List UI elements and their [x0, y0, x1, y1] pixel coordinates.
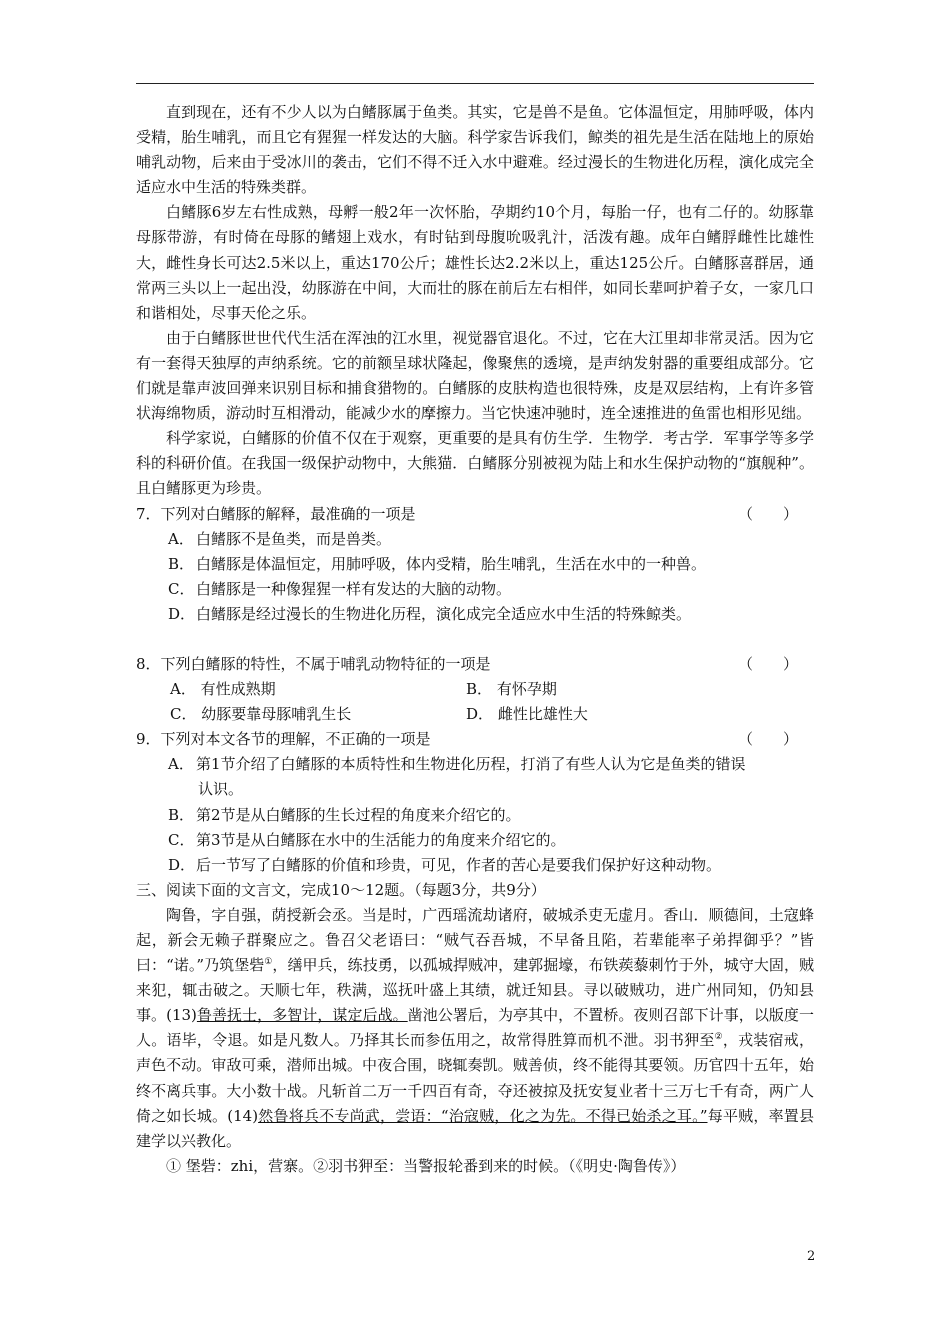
- answer-bracket: （ ）: [737, 654, 798, 673]
- option-c: C． 第3节是从白鳍豚在水中的生活能力的角度来介绍它的。: [168, 830, 566, 849]
- header-rule: [136, 83, 814, 84]
- footnote-marker-2: ②: [714, 1032, 723, 1043]
- option-d: D．后一节写了白鳍豚的价值和珍贵，可见，作者的苦心是要我们保护好这种动物。: [168, 855, 722, 874]
- passage-paragraph-3: 由于白鳍豚世世代代生活在浑浊的江水里，视觉器官退化。不过，它在大江里却非常灵活。因为它有一套得天独厚的声纳系统。它的前额呈球状隆起，像聚焦的透境，是声纳发射器的重要组成部分。它们就是靠声波回弹来识别目标和捕食猎物的。白鳍豚的皮肤构造也很特殊，皮是双层结构，上有许多管状海绵物质，游动时互相滑动，能减少水的摩擦力。当它快速冲驰时，连全速推进的鱼雷也相形见绌。: [136, 328, 814, 423]
- question-8-stem: [136, 652, 814, 677]
- question-7-text: 7．下列对白鳍豚的解释，最准确的一项是: [136, 504, 416, 523]
- question-8-text: 8．下列白鳍豚的特性，不属于哺乳动物特征的一项是: [136, 654, 491, 673]
- option-c: C． 白鳍豚是一种像猩猩一样有发达的大脑的动物。: [168, 579, 512, 598]
- passage-paragraph-1: 直到现在，还有不少人以为白鳍豚属于鱼类。其实，它是兽不是鱼。它体温恒定，用肺呼吸，体内受精，胎生哺乳，而且它有猩猩一样发达的大脑。科学家告诉我们，鲸类的祖先是生活在陆地上的原始哺乳动物，后来由于受冰川的袭击，它们不得不迁入水中避难。经过漫长的生物进化历程，演化成完全适应水中生活的特殊类群。: [136, 103, 814, 197]
- footnote-marker-1: ①: [264, 957, 273, 968]
- underlined-sentence-14: 然鲁将兵不专尚武，尝语：“治寇贼，化之为先。不得已始杀之耳。”: [258, 1106, 708, 1125]
- option-b: B． 白鳍豚是体温恒定，用肺呼吸，体内受精，胎生哺乳，生活在水中的一种兽。: [168, 554, 707, 573]
- question-9-stem: [136, 727, 814, 752]
- classical-text: 陶鲁，字自强，荫授新会丞。当是时，广西瑶流劫诸府，破城杀吏无虚月。香山．顺德间，土寇蜂起，新会无赖子群聚应之。鲁召父老语曰：“贼气吞吾城，不早备且陷，若辈能率子弟捍御乎？”皆曰：“诺。”乃筑堡砦①，缮甲兵，练技勇，以孤城捍贼冲，建郭掘壕，布铁蒺藜刺竹于外，城守大固，贼来犯，辄击破之。天顺七年，秩满，巡抚叶盛上其绩，就迁知县。寻以破贼功，进广州同知，仍知县事。(13)鲁善抚士，多智计，谋定后战。凿池公署后，为亭其中，不置桥。夜则召部下计事，以版度一人。语毕，令退。如是凡数人。乃择其长而参伍用之，故常得胜算而机不泄。羽书狎至②，戎装宿戒，声色不动。审敌可乘，潜师出城。中夜合围，晓辄奏凯。贼善侦，终不能得其要领。历官四十五年，始终不离兵事。大小数十战。凡斩首二万一千四百有奇，夺还被掠及抚安复业者十三万七千有奇，两广人倚之如长城。(14)然鲁将兵不专尚武，尝语：“治寇贼，化之为先。不得已始杀之耳。”每平贼，率置县建学以兴教化。: [136, 905, 815, 1150]
- option-b: B． 第2节是从白鳍豚的生长过程的角度来介绍它的。: [168, 805, 521, 824]
- spacer: [136, 627, 814, 652]
- underlined-sentence-13: 鲁善抚士，多智计，谋定后战。: [196, 1006, 408, 1025]
- question-9: [136, 727, 814, 878]
- page-number: 2: [807, 1249, 816, 1264]
- option-b: B． 有怀孕期: [466, 680, 557, 699]
- question-8: [136, 652, 814, 727]
- option-a: A． 白鳍豚不是鱼类，而是兽类。: [168, 529, 392, 548]
- question-9-text: 9．下列对本文各节的理解，不正确的一项是: [136, 730, 431, 749]
- answer-bracket: （ ）: [737, 504, 798, 523]
- footnotes: ① 堡砦：zhi，营寨。②羽书狎至：当警报轮番到来的时候。（《明史·陶鲁传》）: [166, 1156, 686, 1175]
- question-7: [136, 502, 814, 627]
- option-row: [136, 702, 814, 727]
- passage-paragraph-4: 科学家说，白鳍豚的价值不仅在于观察，更重要的是具有仿生学．生物学．考古学．军事学等多学科的科研价值。在我国一级保护动物中，大熊猫．白鳍豚分别被视为陆上和水生保护动物的“旗舰种”。且白鳍豚更为珍贵。: [136, 429, 814, 498]
- answer-bracket: （ ）: [737, 730, 798, 749]
- option-c: C． 幼豚要靠母豚哺乳生长: [170, 705, 352, 724]
- page-content: [136, 100, 814, 1179]
- option-a-continued: 认识。: [198, 780, 244, 799]
- question-7-stem: [136, 502, 814, 527]
- option-a: A． 第1节介绍了白鳍豚的本质特性和生物进化历程，打消了有些人认为它是鱼类的错误: [168, 755, 746, 774]
- option-row: [136, 677, 814, 702]
- option-a: A． 有性成熟期: [170, 680, 276, 699]
- passage-paragraph-2: 白鳍豚6岁左右性成熟，母孵一般2年一次怀胎，孕期约10个月，每胎一仔，也有二仔的。幼豚靠母豚带游，有时倚在母豚的鳍翅上戏水，有时钻到母腹吮吸乳汁，活泼有趣。成年白鳍脬雌性比雄性大，雌性身长可达2.5米以上，重达170公斤；雄性长达2.2米以上，重达125公斤。白鳍豚喜群居，通常两三头以上一起出没，幼豚游在中间，大而壮的豚在前后左右相伴，如同长辈呵护着子女，一家几口和谐相处，尽事天伦之乐。: [136, 203, 814, 322]
- section-3-heading: 三、阅读下面的文言文，完成10～12题。（每题3分，共9分）: [136, 880, 546, 899]
- option-d: D． 雌性比雄性大: [466, 705, 588, 724]
- option-d: D．白鳍豚是经过漫长的生物进化历程，演化成完全适应水中生活的特殊鲸类。: [168, 604, 692, 623]
